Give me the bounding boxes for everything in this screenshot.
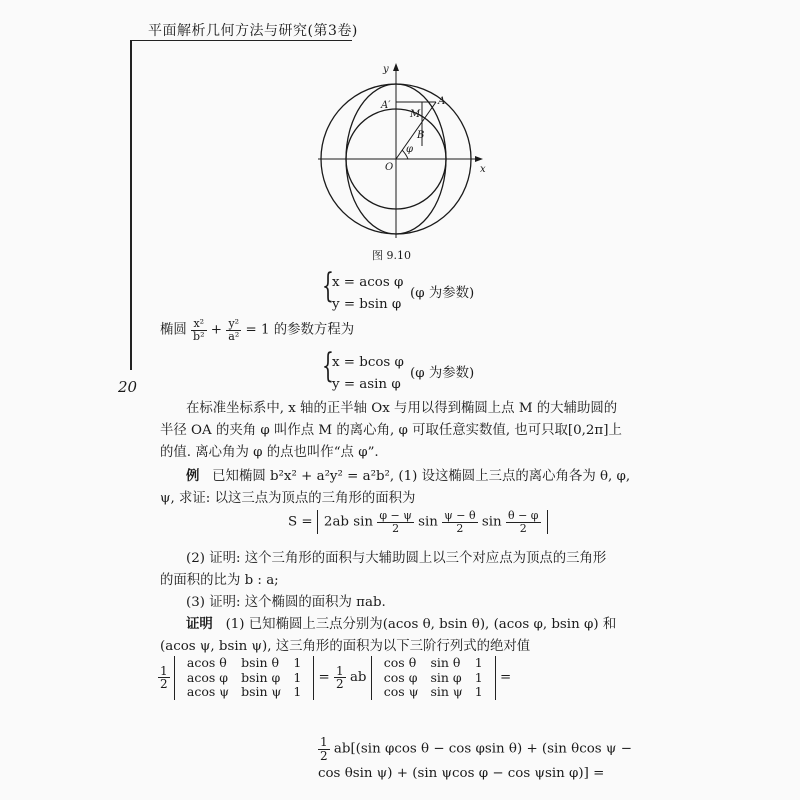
margin-rule [130, 40, 132, 370]
example-label: 例 [186, 468, 200, 484]
proof-label: 证明 [186, 616, 213, 632]
matrix-cell: bsin ψ [241, 684, 282, 699]
matrix-cell: 1 [293, 669, 302, 685]
matrix-row [181, 685, 307, 700]
brace-2: { [322, 346, 334, 386]
matrix-cell: 1 [293, 655, 302, 670]
eq2-line2: y = asin φ [332, 377, 401, 392]
proof-line2: (acos ψ, bsin ψ), 这三角形的面积为以下三阶行列式的绝对值 [160, 639, 531, 654]
expansion-line2: cos θsin ψ) + (sin ψcos φ − cos ψsin φ)] = [318, 766, 605, 781]
x-arrow [475, 156, 483, 162]
label-M: M [410, 109, 421, 120]
y-arrow [393, 63, 399, 71]
eq1-line2: y = bsin φ [332, 297, 402, 312]
label-A-prime: A′ [381, 100, 391, 111]
label-x: x [480, 164, 486, 175]
matrix-row [378, 685, 489, 700]
part2-line1: (2) 证明: 这个三角形的面积与大辅助圆上以三个对应点为顶点的三角形 [186, 551, 607, 566]
page-number: 20 [118, 378, 138, 396]
frac-x2-b2: $\frac{\text{x²}}{\text{b²}}$ [193, 317, 205, 343]
eq1-note: (φ 为参数) [410, 286, 475, 301]
matrix-cell: cos ψ [383, 684, 419, 699]
figure-caption: 图 9.10 [372, 249, 411, 262]
matrix-cell: sin ψ [430, 684, 463, 699]
matrix-cell: bsin φ [241, 669, 281, 685]
matrix-cell: sin θ [430, 655, 461, 670]
matrix-cell: 1 [474, 669, 483, 685]
proof-line1: 证明 (1) 已知椭圆上三点分别为(acos θ, bsin θ), (acos φ, bsin φ) 和 [186, 616, 617, 632]
matrix-row [181, 656, 307, 671]
para1-line1: 在标准坐标系中, x 轴的正半轴 Ox 与用以得到椭圆上点 M 的大辅助圆的 [186, 401, 618, 416]
brace-1: { [322, 266, 334, 306]
eq2-note: (φ 为参数) [410, 366, 475, 381]
determinant-2 [371, 656, 496, 700]
determinant-equation: $\frac{1}{2}$ acos θ bsin θ 1 acos φ bsin φ 1 acos ψ bsin ψ 1 = $\frac{1}{2}$ ab cos θ sin θ 1 cos φ sin φ 1 cos ψ sin ψ 1 = [160, 655, 512, 699]
para1-line2: 半径 OA 的夹角 φ 叫作点 M 的离心角, φ 可取任意实数值, 也可只取[0,2π]上 [160, 423, 622, 438]
frac-y2-a2: $\frac{\text{y²}}{\text{a²}}$ [228, 317, 240, 343]
label-A: A [438, 96, 446, 107]
matrix-row [181, 671, 307, 686]
eq2-line1: x = bcos φ [332, 355, 404, 370]
figure-9-10 [318, 60, 498, 240]
eq1-line1: x = acos φ [332, 275, 404, 290]
label-y: y [383, 64, 389, 75]
matrix-cell: 1 [293, 684, 302, 699]
matrix-cell: cos θ [383, 655, 417, 670]
matrix-cell: 1 [474, 655, 483, 670]
matrix-cell: sin φ [430, 669, 462, 685]
example-line1: 例 已知椭圆 b²x² + a²y² = a²b², (1) 设这椭圆上三点的离心角各为 θ, φ, [186, 468, 631, 484]
area-abs: 2ab sin $\frac{\varphi - \psi}{2}$ sin $\frac{\psi - \theta}{2}$ sin $\frac{\theta - \varphi}{2}$ [317, 510, 548, 534]
area-formula: S = 2ab sin $\frac{\varphi - \psi}{2}$ sin $\frac{\psi - \theta}{2}$ sin $\frac{\theta - \varphi}{2}$ [288, 510, 548, 534]
matrix-cell: acos θ [186, 655, 227, 670]
matrix-cell: acos ψ [186, 684, 230, 699]
example-line2: ψ, 求证: 以这三点为顶点的三角形的面积为 [160, 491, 416, 506]
matrix-row [378, 656, 489, 671]
part2-line2: 的面积的比为 b : a; [160, 573, 279, 588]
determinant-1 [174, 656, 314, 700]
running-header: 平面解析几何方法与研究(第3卷) [148, 23, 358, 39]
matrix-cell: acos φ [186, 669, 229, 685]
label-O: O [385, 162, 394, 173]
ellipse-sentence: 椭圆 $\frac{\text{x²}}{\text{b²}}$ + $\frac{\text{y²}}{\text{a²}}$ = 1 的参数方程为 [160, 317, 355, 343]
header-rule [130, 40, 352, 41]
matrix-cell: 1 [474, 684, 483, 699]
matrix-cell: bsin θ [241, 655, 280, 670]
part3-line1: (3) 证明: 这个椭圆的面积为 πab. [186, 595, 386, 610]
label-B: B [417, 130, 425, 141]
label-phi: φ [406, 144, 414, 155]
matrix-cell: cos φ [383, 669, 418, 685]
matrix-row [378, 671, 489, 686]
expansion-line1: $\frac{1}{2}$ ab[(sin φcos θ − cos φsin θ) + (sin θcos ψ − [320, 735, 632, 763]
para1-line3: 的值. 离心角为 φ 的点也叫作“点 φ”. [160, 445, 379, 460]
